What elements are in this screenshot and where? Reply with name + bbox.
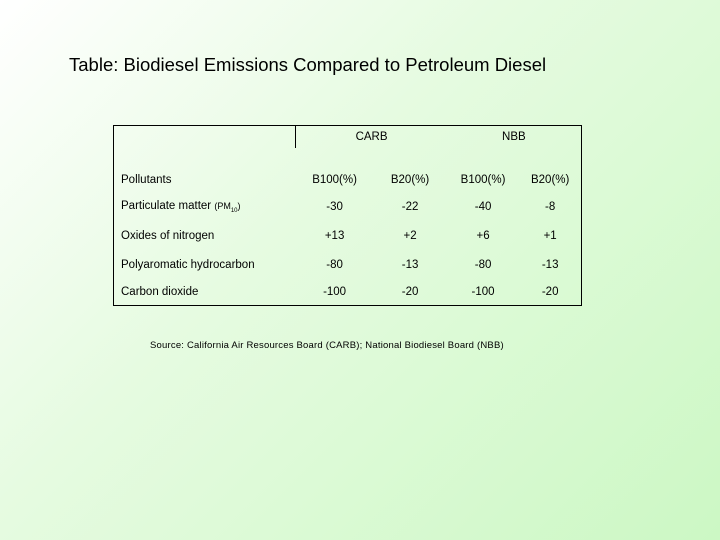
group-header-nbb: NBB: [447, 126, 582, 149]
column-header-row: [114, 168, 582, 192]
value-cell: -40: [474, 200, 492, 213]
column-header-nbb-b100: B100(%): [460, 174, 506, 186]
table-row: [114, 221, 582, 250]
value-cell: -80: [474, 258, 492, 271]
column-header-pollutants: Pollutants: [114, 168, 296, 192]
page-title: Table: Biodiesel Emissions Compared to Petroleum Diesel: [69, 54, 547, 75]
emissions-table: [113, 125, 582, 306]
value-cell: -22: [401, 200, 419, 213]
value-cell: -30: [326, 200, 343, 213]
value-cell: -13: [401, 258, 419, 271]
pollutant-cell: Polyaromatic hydrocarbon: [114, 250, 296, 279]
value-cell: -100: [447, 279, 520, 306]
value-cell: +1: [519, 221, 581, 250]
column-header-carb-b20: B20(%): [390, 174, 430, 186]
value-cell: -20: [519, 279, 581, 306]
value-cell: -20: [373, 279, 446, 306]
pollutant-cell: Particulate matter $(PM_{10})$: [114, 192, 296, 221]
column-header-carb-b100: B100(%): [312, 174, 357, 186]
value-cell: -100: [296, 279, 373, 306]
value-cell: +2: [403, 229, 417, 242]
value-cell: +13: [324, 229, 345, 242]
value-cell: -13: [519, 250, 581, 279]
group-header-row: [114, 126, 582, 149]
table-row: [114, 250, 582, 279]
column-header-nbb-b20: B20(%): [519, 168, 581, 192]
pm-unit: $(PM_{10})$: [214, 200, 241, 214]
table-row: [114, 279, 582, 306]
value-cell: +6: [476, 229, 490, 242]
value-cell: -80: [326, 258, 343, 271]
value-cell: -8: [519, 192, 581, 221]
table-row: [114, 192, 582, 221]
pollutant-cell: Carbon dioxide: [114, 279, 296, 306]
pollutant-cell: Oxides of nitrogen: [114, 221, 296, 250]
source-note: Source: California Air Resources Board (CARB); National Biodiesel Board (NBB): [150, 340, 504, 351]
group-header-carb: CARB: [296, 126, 447, 149]
